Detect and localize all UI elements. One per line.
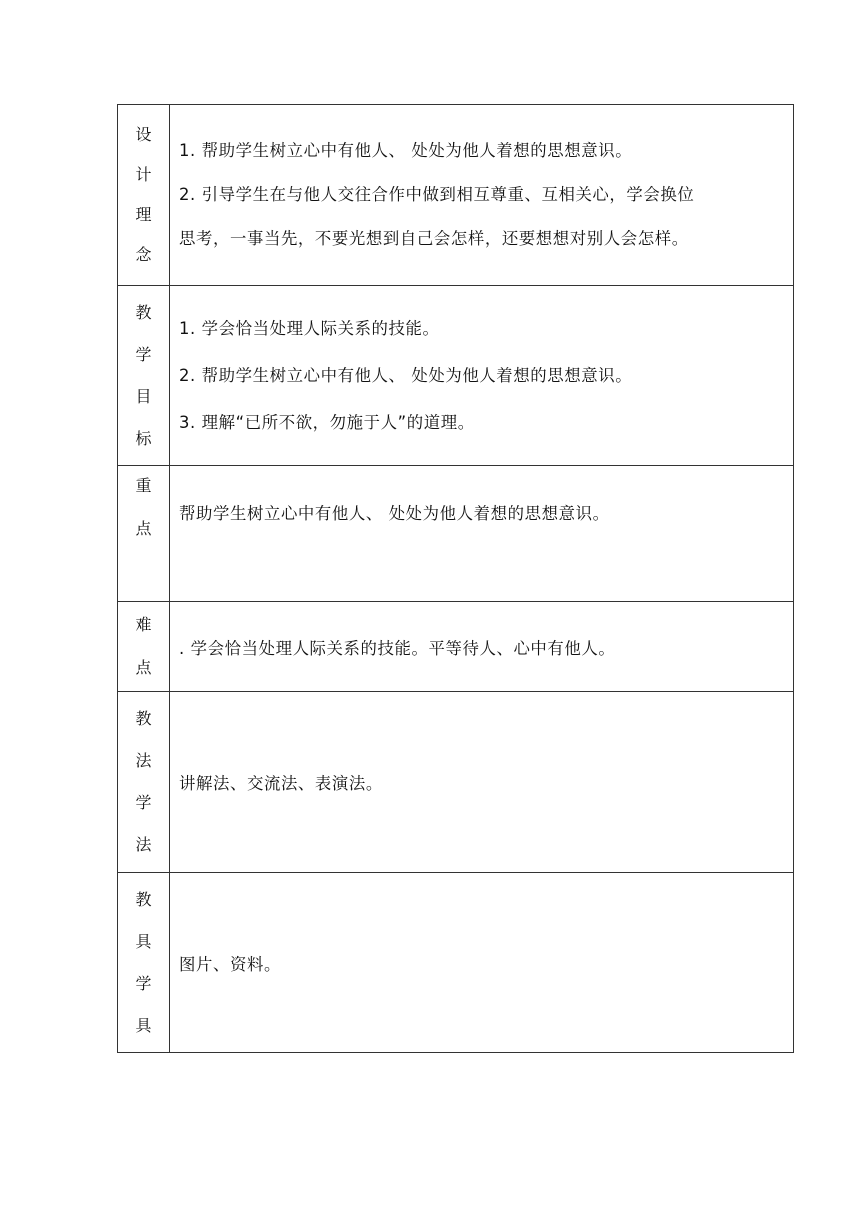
teaching-goals-label [118, 286, 170, 466]
teaching-tools-content [170, 873, 794, 1053]
difficulty-row [118, 602, 794, 692]
label-char: 学 [135, 973, 152, 993]
content-line: 2. 引导学生在与他人交往合作中做到相互尊重、互相关心，学会换位 [179, 185, 695, 204]
teaching-method-row [118, 692, 794, 873]
teaching-tools-label [118, 873, 170, 1053]
content-line: 2. 帮助学生树立心中有他人、 处处为他人着想的思想意识。 [179, 366, 633, 385]
design-concept-label [118, 105, 170, 286]
content-line: 1. 帮助学生树立心中有他人、 处处为他人着想的思想意识。 [179, 141, 633, 160]
content-line: 讲解法、交流法、表演法。 [179, 774, 383, 793]
key-point-row [118, 466, 794, 602]
content-line: 3. 理解“已所不欲，勿施于人”的道理。 [179, 413, 475, 432]
content-line: 帮助学生树立心中有他人、 处处为他人着想的思想意识。 [179, 504, 610, 523]
difficulty-content [170, 602, 794, 692]
difficulty-label [118, 602, 170, 692]
label-char: 标 [135, 428, 152, 448]
label-char: 点 [135, 658, 152, 677]
label-char: 教 [135, 709, 152, 728]
content-line: 思考，一事当先，不要光想到自己会怎样，还要想想对别人会怎样。 [179, 229, 689, 248]
key-point-content [170, 466, 794, 602]
teaching-method-content [170, 692, 794, 873]
content-line: 图片、资料。 [179, 954, 281, 974]
label-char: 重 [135, 476, 152, 495]
teaching-goals-row [118, 286, 794, 466]
teaching-method-label [118, 692, 170, 873]
label-char: 具 [135, 931, 152, 951]
label-char: 学 [135, 344, 152, 364]
label-char: 具 [135, 1015, 152, 1035]
label-char: 教 [135, 302, 152, 322]
label-char: 计 [135, 165, 152, 184]
lesson-plan-table [117, 104, 794, 1053]
design-concept-content [170, 105, 794, 286]
label-char: 目 [135, 386, 152, 406]
teaching-goals-content [170, 286, 794, 466]
key-point-label [118, 466, 170, 602]
teaching-tools-row [118, 873, 794, 1053]
label-char: 理 [135, 205, 152, 224]
content-line: . 学会恰当处理人际关系的技能。平等待人、心中有他人。 [179, 638, 616, 658]
label-char: 念 [135, 245, 152, 264]
label-char: 教 [135, 889, 152, 909]
label-char: 法 [135, 751, 152, 770]
label-char: 设 [135, 125, 152, 144]
label-char: 难 [135, 615, 152, 634]
design-concept-row [118, 105, 794, 286]
label-char: 点 [135, 519, 152, 538]
label-char: 学 [135, 793, 152, 812]
label-char: 法 [135, 835, 152, 854]
content-line: 1. 学会恰当处理人际关系的技能。 [179, 319, 440, 338]
